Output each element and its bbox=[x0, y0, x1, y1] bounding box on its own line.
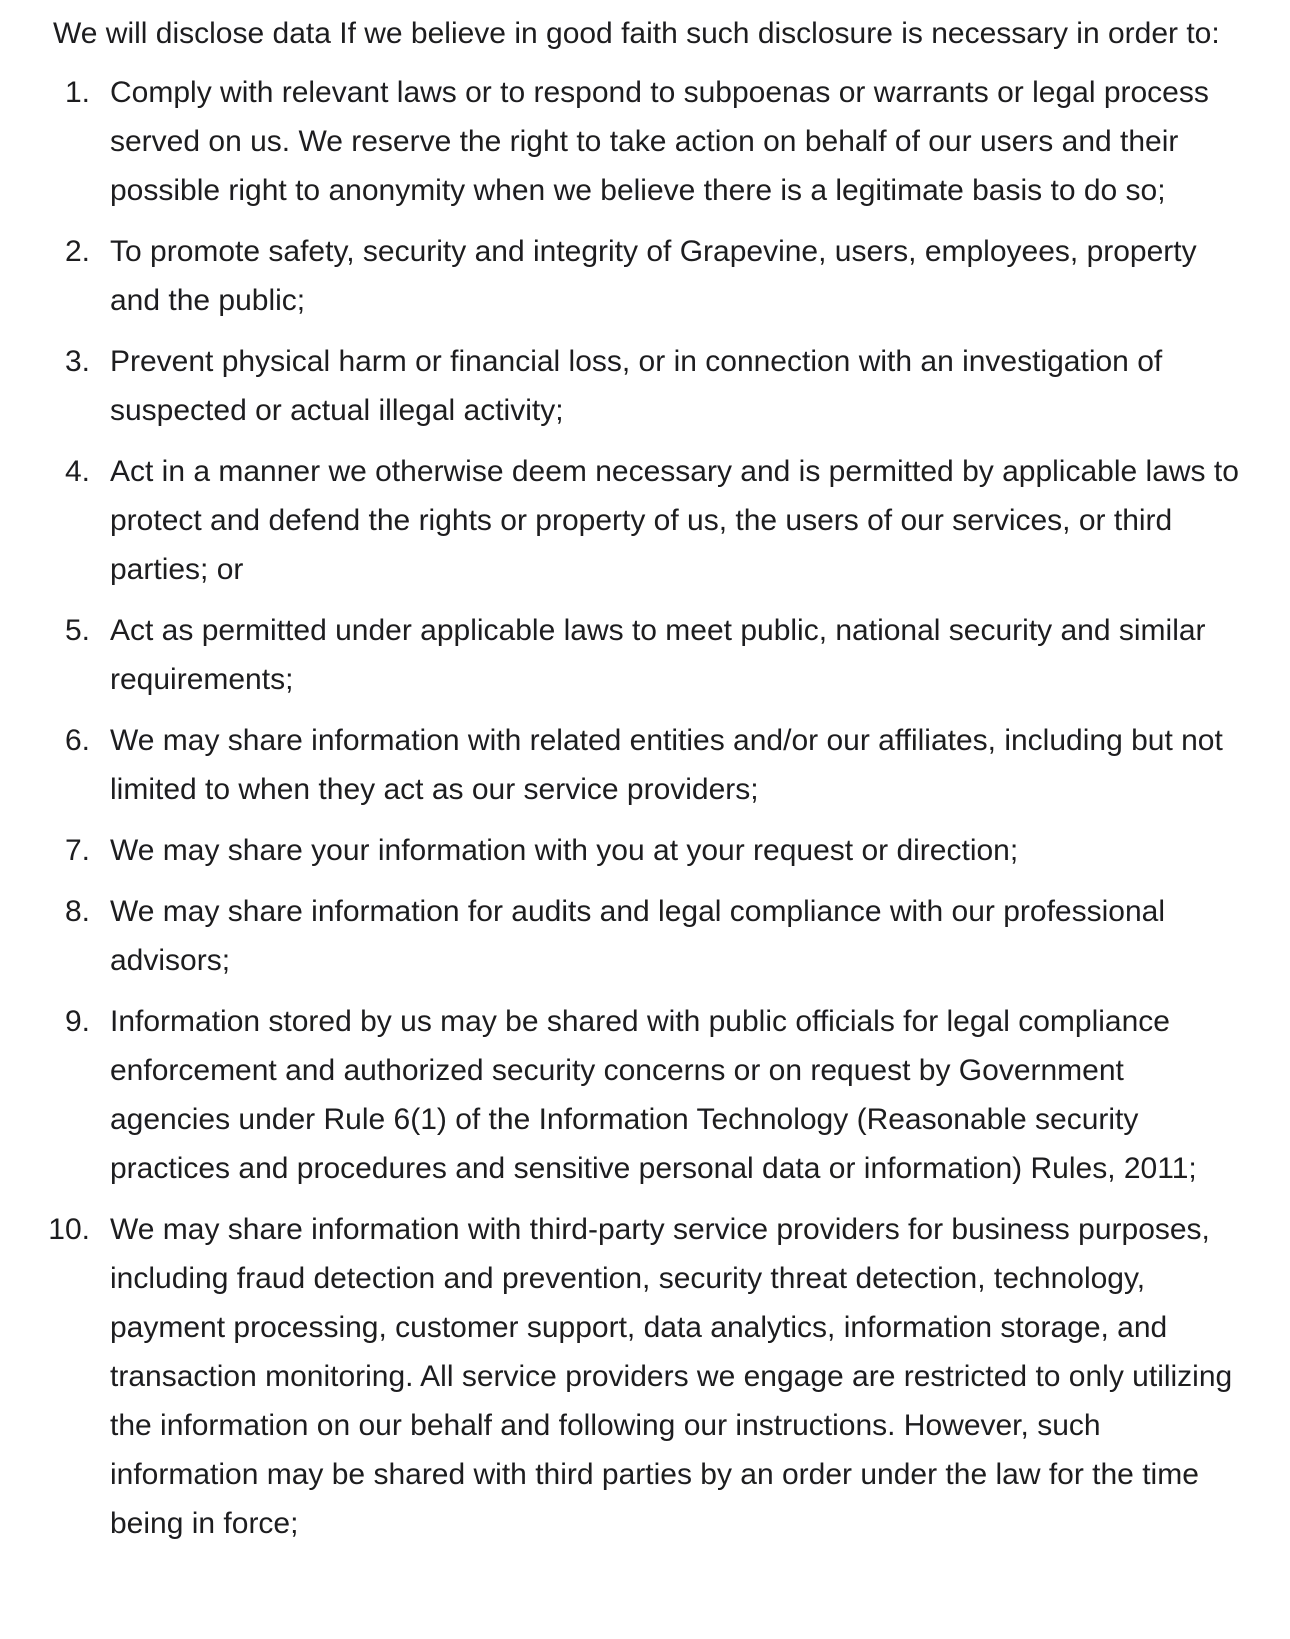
list-item-number: 9. bbox=[64, 1005, 90, 1038]
list-item bbox=[0, 337, 1290, 435]
list-item-text: We may share your information with you at your request or direction; bbox=[110, 834, 1019, 867]
list-item bbox=[0, 1205, 1290, 1548]
list-item-text: Comply with relevant laws or to respond to subpoenas or warrants or legal process served on us. We reserve the right to take action on behalf of our users and their possible right to anonymity when we believe there is a legitimate basis to do so; bbox=[110, 76, 1209, 207]
list-item-text: Information stored by us may be shared with public officials for legal compliance enforcement and authorized security concerns or on request by Government agencies under Rule 6(1) of the Information Technology (Reasonable security practices and procedures and sensitive personal data or information) Rules, 2011; bbox=[110, 1005, 1197, 1185]
list-item-number: 6. bbox=[64, 724, 90, 757]
list-item-text: Act in a manner we otherwise deem necessary and is permitted by applicable laws to protect and defend the rights or property of us, the users of our services, or third parties; or bbox=[110, 455, 1239, 586]
list-item-number: 3. bbox=[64, 345, 90, 378]
list-item-text: We may share information with related entities and/or our affiliates, including but not limited to when they act as our service providers; bbox=[110, 724, 1223, 806]
list-item-text: We may share information with third-party service providers for business purposes, including fraud detection and prevention, security threat detection, technology, payment processing, customer support, data analytics, information storage, and transaction monitoring. All service providers we engage are restricted to only utilizing the information on our behalf and following our instructions. However, such information may be shared with third parties by an order under the law for the time being in force; bbox=[110, 1213, 1233, 1540]
list-item bbox=[0, 68, 1290, 215]
list-item-number: 8. bbox=[64, 895, 90, 928]
intro-paragraph: We will disclose data If we believe in good faith such disclosure is necessary in order to: bbox=[53, 17, 1220, 50]
list-item-text: Prevent physical harm or financial loss, or in connection with an investigation of suspected or actual illegal activity; bbox=[110, 345, 1163, 427]
list-item bbox=[0, 826, 1290, 875]
list-item-number: 10. bbox=[48, 1213, 90, 1246]
list-item bbox=[0, 606, 1290, 704]
list-item bbox=[0, 997, 1290, 1193]
list-item-text: We may share information for audits and legal compliance with our professional advisors; bbox=[110, 895, 1165, 977]
list-item-number: 2. bbox=[64, 235, 90, 268]
list-item-number: 1. bbox=[64, 76, 90, 109]
list-item-text: Act as permitted under applicable laws to meet public, national security and similar requirements; bbox=[110, 614, 1206, 696]
list-item bbox=[0, 447, 1290, 594]
list-item-text: To promote safety, security and integrity of Grapevine, users, employees, property and the public; bbox=[110, 235, 1197, 317]
list-item-number: 4. bbox=[64, 455, 90, 488]
list-item-number: 5. bbox=[64, 614, 90, 647]
list-item bbox=[0, 887, 1290, 985]
list-item-number: 7. bbox=[64, 834, 90, 867]
list-item bbox=[0, 716, 1290, 814]
disclosure-list bbox=[0, 68, 1290, 1548]
list-item bbox=[0, 227, 1290, 325]
